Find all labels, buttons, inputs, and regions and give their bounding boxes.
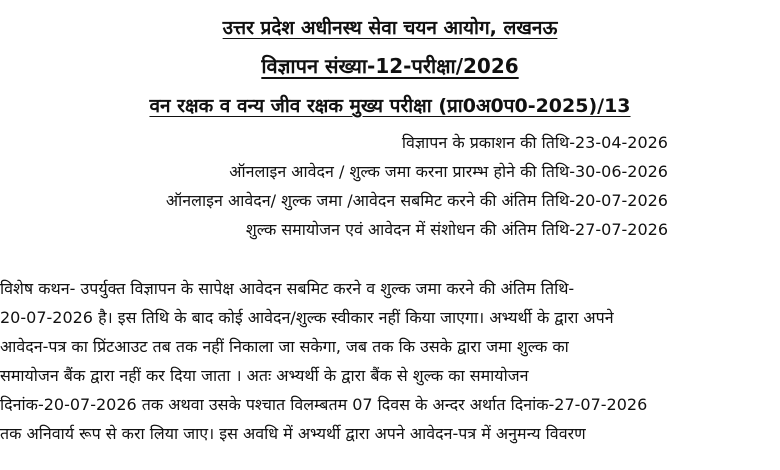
note-line: समायोजन बैंक द्वारा नहीं कर दिया जाता । अतः अभ्यर्थी के द्वारा बैंक से शुल्क का समायोजन — [0, 366, 529, 385]
important-dates — [166, 128, 668, 244]
date-application-last: ऑनलाइन आवेदन/ शुल्क जमा /आवेदन सबमिट करने की अंतिम तिथि-20-07-2026 — [165, 191, 668, 210]
advertisement-number: विज्ञापन संख्या-12-परीक्षा/2026 — [261, 54, 519, 78]
date-publication: विज्ञापन के प्रकाशन की तिथि-23-04-2026 — [401, 133, 668, 152]
date-fee-adjustment-last: शुल्क समायोजन एवं आवेदन में संशोधन की अंतिम तिथि-27-07-2026 — [245, 220, 668, 239]
note-line: 20-07-2026 है। इस तिथि के बाद कोई आवेदन/शुल्क स्वीकार नहीं किया जाएगा। अभ्यर्थी के द्वारा अपने — [0, 308, 614, 327]
exam-title: वन रक्षक व वन्य जीव रक्षक मुख्य परीक्षा (प्रा0अ0प0-2025)/13 — [149, 95, 631, 117]
date-application-start: ऑनलाइन आवेदन / शुल्क जमा करना प्रारम्भ होने की तिथि-30-06-2026 — [229, 162, 668, 181]
note-line: विशेष कथन- उपर्युक्त विज्ञापन के सापेक्ष आवेदन सबमिट करने व शुल्क जमा करने की अंतिम तिथि- — [0, 279, 575, 298]
note-line: दिनांक-20-07-2026 तक अथवा उसके पश्चात विलम्बतम 07 दिवस के अन्दर अर्थात दिनांक-27-07-2026 — [0, 395, 648, 414]
commission-title: उत्तर प्रदेश अधीनस्थ सेवा चयन आयोग, लखनऊ — [222, 17, 558, 39]
special-note — [0, 274, 780, 448]
note-line: आवेदन-पत्र का प्रिंटआउट तब तक नहीं निकाला जा सकेगा, जब तक कि उसके द्वारा जमा शुल्क का — [0, 337, 569, 356]
note-line: तक अनिवार्य रूप से करा लिया जाए। इस अवधि में अभ्यर्थी द्वारा अपने आवेदन-पत्र में अनुमन्य विवरण — [0, 424, 586, 443]
